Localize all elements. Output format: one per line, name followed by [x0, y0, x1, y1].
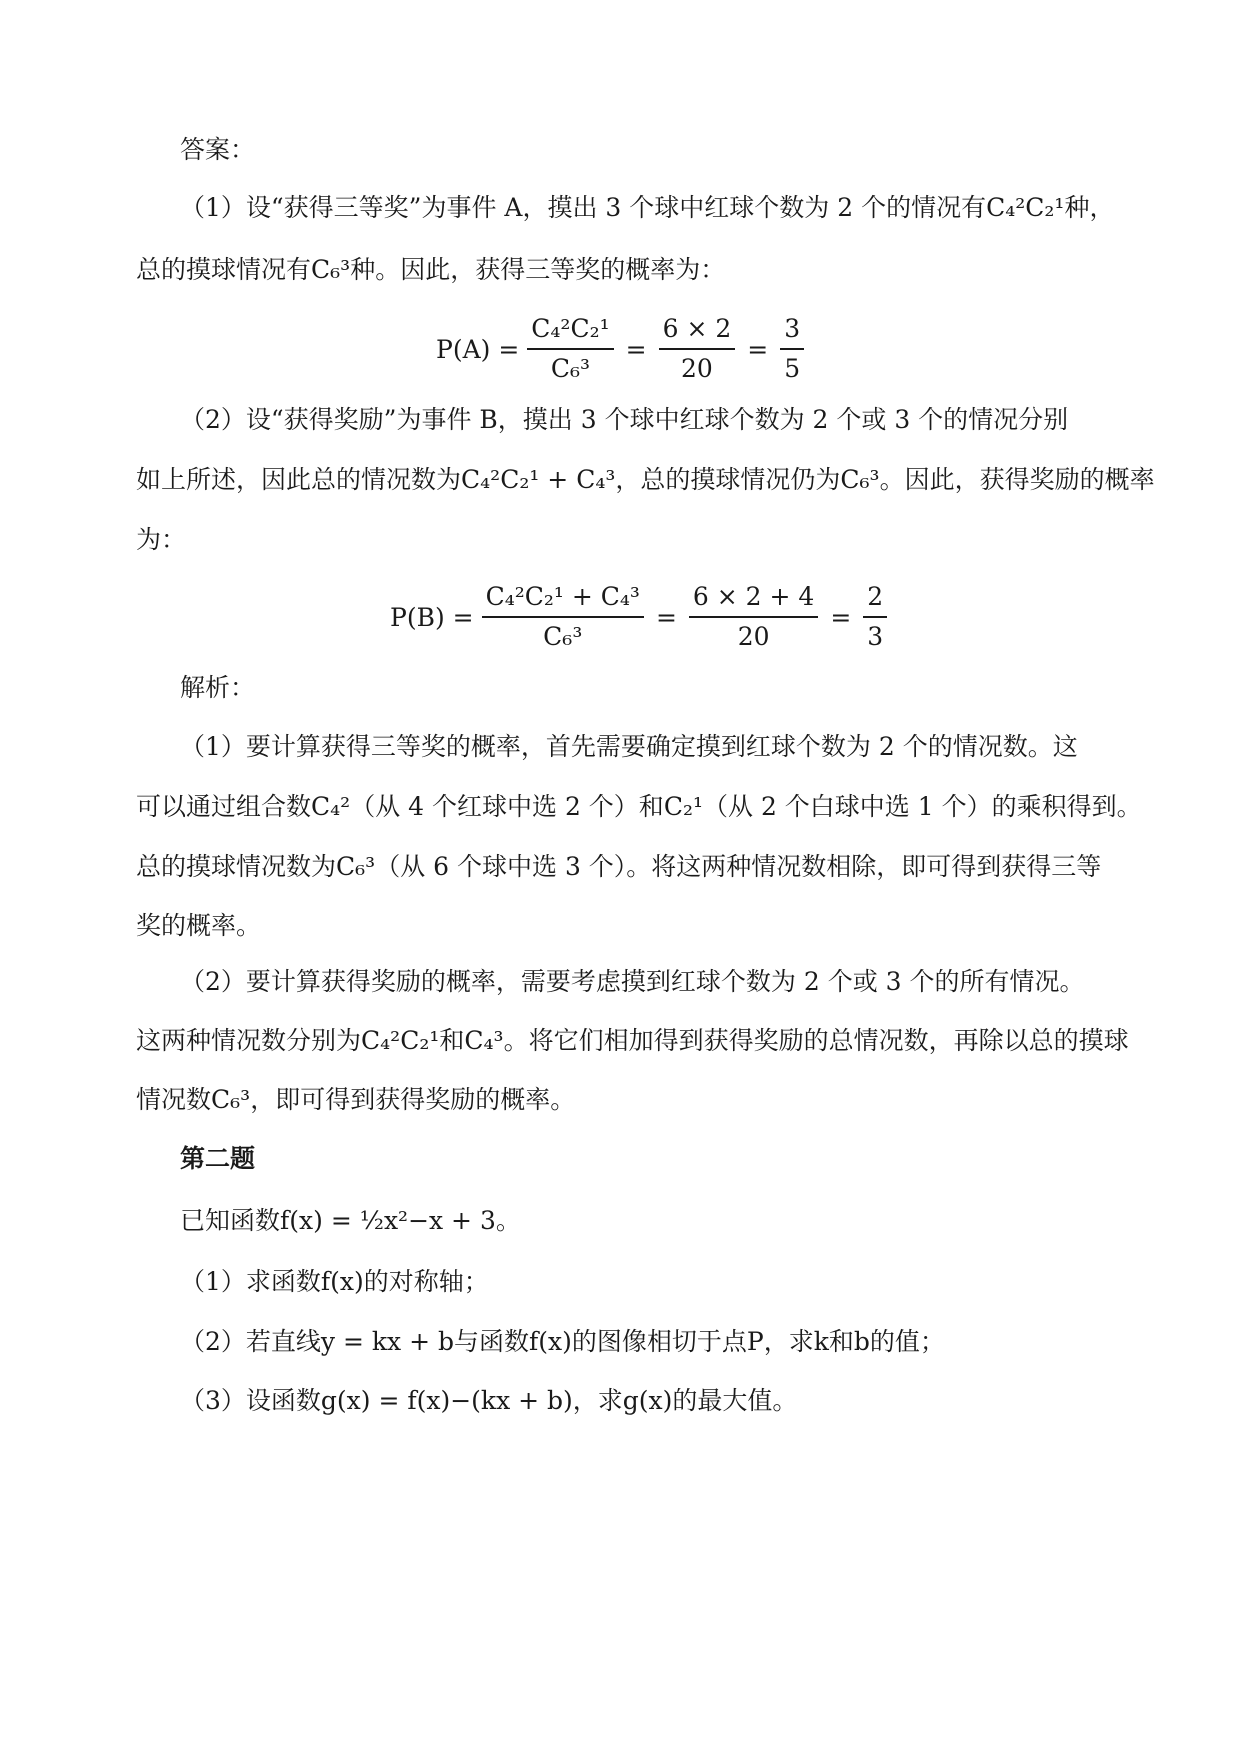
denominator: 20 [737, 622, 770, 651]
part-text: （1）求函数 [180, 1267, 321, 1296]
a1-text: （从 4 个红球中选 2 个）和 [350, 792, 664, 821]
problem-2-given [180, 1205, 521, 1237]
part-text: （2）若直线 [180, 1327, 321, 1356]
fraction [482, 580, 644, 654]
a2-text: 。将它们相加得到获得奖励的总情况数，再除以总的摸球 [503, 1026, 1129, 1055]
a2-text: 和 [439, 1026, 465, 1055]
formula-pa [436, 312, 812, 386]
a1-text: （从 2 个白球中选 1 个）的乘积得到。 [703, 792, 1142, 821]
given-text: 。 [495, 1206, 521, 1235]
analysis-heading: 解析： [180, 673, 256, 702]
a2-combination: C₄³ [464, 1026, 504, 1055]
math-expression: g(x) = f(x)−(kx + b) [320, 1386, 573, 1415]
fraction [659, 312, 736, 386]
math-expression: g(x) [622, 1386, 673, 1415]
math-expression: P [746, 1327, 764, 1356]
problem-2-title: 第二题 [180, 1144, 256, 1173]
q1-combination: C₆³ [311, 255, 351, 284]
part-text: （3）设函数 [180, 1386, 321, 1415]
q2-combination: C₄²C₂¹ + C₄³ [461, 465, 616, 494]
formula-pb [390, 580, 895, 654]
q1-text: 种， [1064, 193, 1115, 222]
math-expression: k [813, 1327, 829, 1356]
answer-heading: 答案： [180, 135, 256, 164]
fraction [527, 312, 613, 386]
a1-text: 总的摸球情况数为 [136, 852, 337, 881]
a1-combination: C₂¹ [663, 792, 703, 821]
numerator: 6 × 2 [659, 312, 736, 350]
a2-text: 情况数 [136, 1085, 212, 1114]
denominator: 5 [784, 354, 801, 383]
part-text: 与函数 [453, 1327, 529, 1356]
denominator: 20 [681, 354, 713, 383]
a2-combination: C₄²C₂¹ [361, 1026, 440, 1055]
problem-2-part-3 [180, 1385, 797, 1417]
q2-line-2 [136, 464, 1155, 496]
part-text: 的对称轴； [363, 1267, 489, 1296]
given-text: 已知函数 [180, 1206, 281, 1235]
numerator: C₄²C₂¹ [527, 312, 613, 350]
fraction [863, 580, 887, 654]
part-text: 的图像相切于点 [571, 1327, 747, 1356]
a1-line-4: 奖的概率。 [136, 911, 262, 940]
numerator: C₄²C₂¹ + C₄³ [482, 580, 644, 618]
function-definition: f(x) = ½x²−x + 3 [280, 1206, 496, 1235]
a2-line-2 [136, 1025, 1129, 1057]
a2-text: 这两种情况数分别为 [136, 1026, 362, 1055]
a1-line-1: （1）要计算获得三等奖的概率，首先需要确定摸到红球个数为 2 个的情况数。这 [180, 732, 1078, 761]
q1-text: 总的摸球情况有 [136, 255, 312, 284]
formula-lhs: P(A) = [436, 334, 520, 364]
q2-text: 。因此，获得奖励的概率 [879, 465, 1155, 494]
q2-line-3: 为： [136, 525, 187, 554]
q1-line-1 [180, 192, 1114, 224]
q1-line-2 [136, 254, 725, 286]
q2-line-1: （2）设“获得奖励”为事件 B，摸出 3 个球中红球个数为 2 个或 3 个的情况分别 [180, 405, 1069, 434]
q1-text: （1）设“获得三等奖”为事件 A，摸出 3 个球中红球个数为 2 个的情况有 [180, 193, 987, 222]
q2-text: ，总的摸球情况仍为 [615, 465, 841, 494]
math-expression: b [853, 1327, 870, 1356]
a2-combination: C₆³ [211, 1085, 251, 1114]
a1-line-3 [136, 851, 1101, 883]
denominator: C₆³ [543, 622, 583, 651]
math-expression: f(x) [320, 1267, 364, 1296]
part-text: 和 [828, 1327, 854, 1356]
q1-text: 种。因此，获得三等奖的概率为： [350, 255, 726, 284]
part-text: ，求 [572, 1386, 623, 1415]
a1-text: 可以通过组合数 [136, 792, 312, 821]
denominator: 3 [867, 622, 884, 651]
math-expression: f(x) [528, 1327, 572, 1356]
equals-sign: = [625, 334, 647, 364]
q2-combination: C₆³ [840, 465, 880, 494]
equals-sign: = [655, 602, 677, 632]
math-expression: y = kx + b [320, 1327, 454, 1356]
equals-sign: = [747, 334, 769, 364]
a1-combination: C₆³ [336, 852, 376, 881]
part-text: 的值； [869, 1327, 945, 1356]
numerator: 6 × 2 + 4 [689, 580, 818, 618]
a2-line-3 [136, 1084, 575, 1116]
a1-line-2 [136, 791, 1142, 823]
a1-combination: C₄² [311, 792, 351, 821]
q1-combination: C₄²C₂¹ [986, 193, 1065, 222]
fraction [689, 580, 818, 654]
a2-line-1: （2）要计算获得奖励的概率，需要考虑摸到红球个数为 2 个或 3 个的所有情况。 [180, 967, 1085, 996]
a1-text: （从 6 个球中选 3 个）。将这两种情况数相除，即可得到获得三等 [375, 852, 1102, 881]
problem-2-part-2 [180, 1326, 945, 1358]
numerator: 3 [780, 312, 804, 350]
denominator: C₆³ [550, 354, 591, 383]
numerator: 2 [863, 580, 887, 618]
part-text: ，求 [763, 1327, 814, 1356]
formula-lhs: P(B) = [390, 602, 474, 632]
fraction [780, 312, 804, 386]
q2-text: 如上所述，因此总的情况数为 [136, 465, 462, 494]
equals-sign: = [830, 602, 852, 632]
part-text: 的最大值。 [672, 1386, 798, 1415]
problem-2-part-1 [180, 1266, 489, 1298]
a2-text: ，即可得到获得奖励的概率。 [250, 1085, 576, 1114]
